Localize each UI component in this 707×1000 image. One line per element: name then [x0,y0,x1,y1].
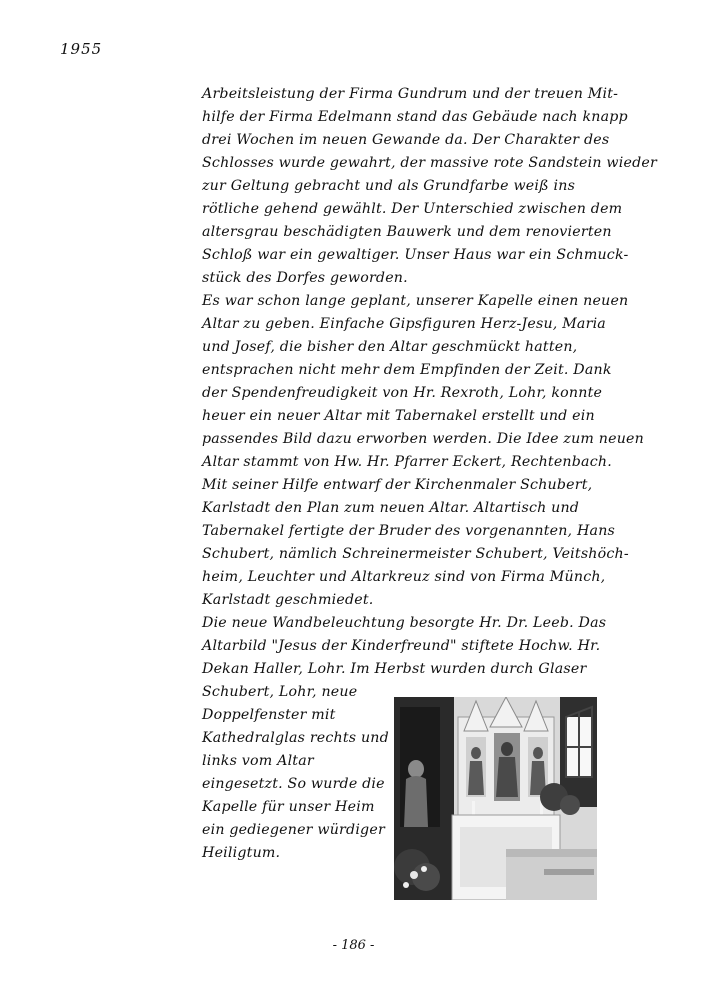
text-line: Die neue Wandbeleuchtung besorgte Hr. Dr. Leeb. Das [202,615,607,631]
text-line: Arbeitsleistung der Firma Gundrum und der treuen Mit- [202,86,619,102]
text-line: links vom Altar [202,753,314,769]
text-line: heuer ein neuer Altar mit Tabernakel erstellt und ein [202,408,595,424]
text-line: und Josef, die bisher den Altar geschmückt hatten, [202,339,578,355]
text-line: Karlstadt geschmiedet. [202,592,374,608]
text-line: Kathedralglas rechts und [202,730,389,746]
text-line: Doppelfenster mit [202,707,336,723]
text-line: Tabernakel fertigte der Bruder des vorgenannten, Hans [202,523,616,539]
text-line: Schloß war ein gewaltiger. Unser Haus war ein Schmuck- [202,247,629,263]
text-line: Schubert, Lohr, neue [202,684,358,700]
text-line: Altarbild "Jesus der Kinderfreund" stiftete Hochw. Hr. [202,638,601,654]
text-line: Altar zu geben. Einfache Gipsfiguren Herz-Jesu, Maria [202,316,606,332]
text-line: eingesetzt. So wurde die [202,776,385,792]
text-line: drei Wochen im neuen Gewande da. Der Charakter des [202,132,610,148]
text-line: Altar stammt von Hw. Hr. Pfarrer Eckert, Rechtenbach. [202,454,612,470]
text-line: zur Geltung gebracht und als Grundfarbe weiß ins [202,178,576,194]
text-line: der Spendenfreudigkeit von Hr. Rexroth, Lohr, konnte [202,385,603,401]
text-line: Mit seiner Hilfe entwarf der Kirchenmaler Schubert, [202,477,593,493]
text-line: Karlstadt den Plan zum neuen Altar. Altartisch und [202,500,580,516]
text-line: Es war schon lange geplant, unserer Kapelle einen neuen [202,293,629,309]
text-line: Kapelle für unser Heim [202,799,375,815]
altar-photo [394,697,597,900]
text-line: entsprachen nicht mehr dem Empfinden der Zeit. Dank [202,362,612,378]
text-line: Dekan Haller, Lohr. Im Herbst wurden durch Glaser [202,661,587,677]
text-line: rötliche gehend gewählt. Der Unterschied zwischen dem [202,201,623,217]
text-line: stück des Dorfes geworden. [202,270,408,286]
text-line: hilfe der Firma Edelmann stand das Gebäude nach knapp [202,109,628,125]
text-line: Schubert, nämlich Schreinermeister Schubert, Veitshöch- [202,546,629,562]
text-line: heim, Leuchter und Altarkreuz sind von Firma Münch, [202,569,606,585]
text-line: altersgrau beschädigten Bauwerk und dem renovierten [202,224,612,240]
page-year: 1955 [60,40,103,58]
text-line: Schlosses wurde gewahrt, der massive rote Sandstein wieder [202,155,657,171]
text-line: Heiligtum. [202,845,281,861]
text-line: ein gediegener würdiger [202,822,385,838]
text-line: passendes Bild dazu erworben werden. Die Idee zum neuen [202,431,644,447]
page-number: - 186 - [332,938,375,953]
